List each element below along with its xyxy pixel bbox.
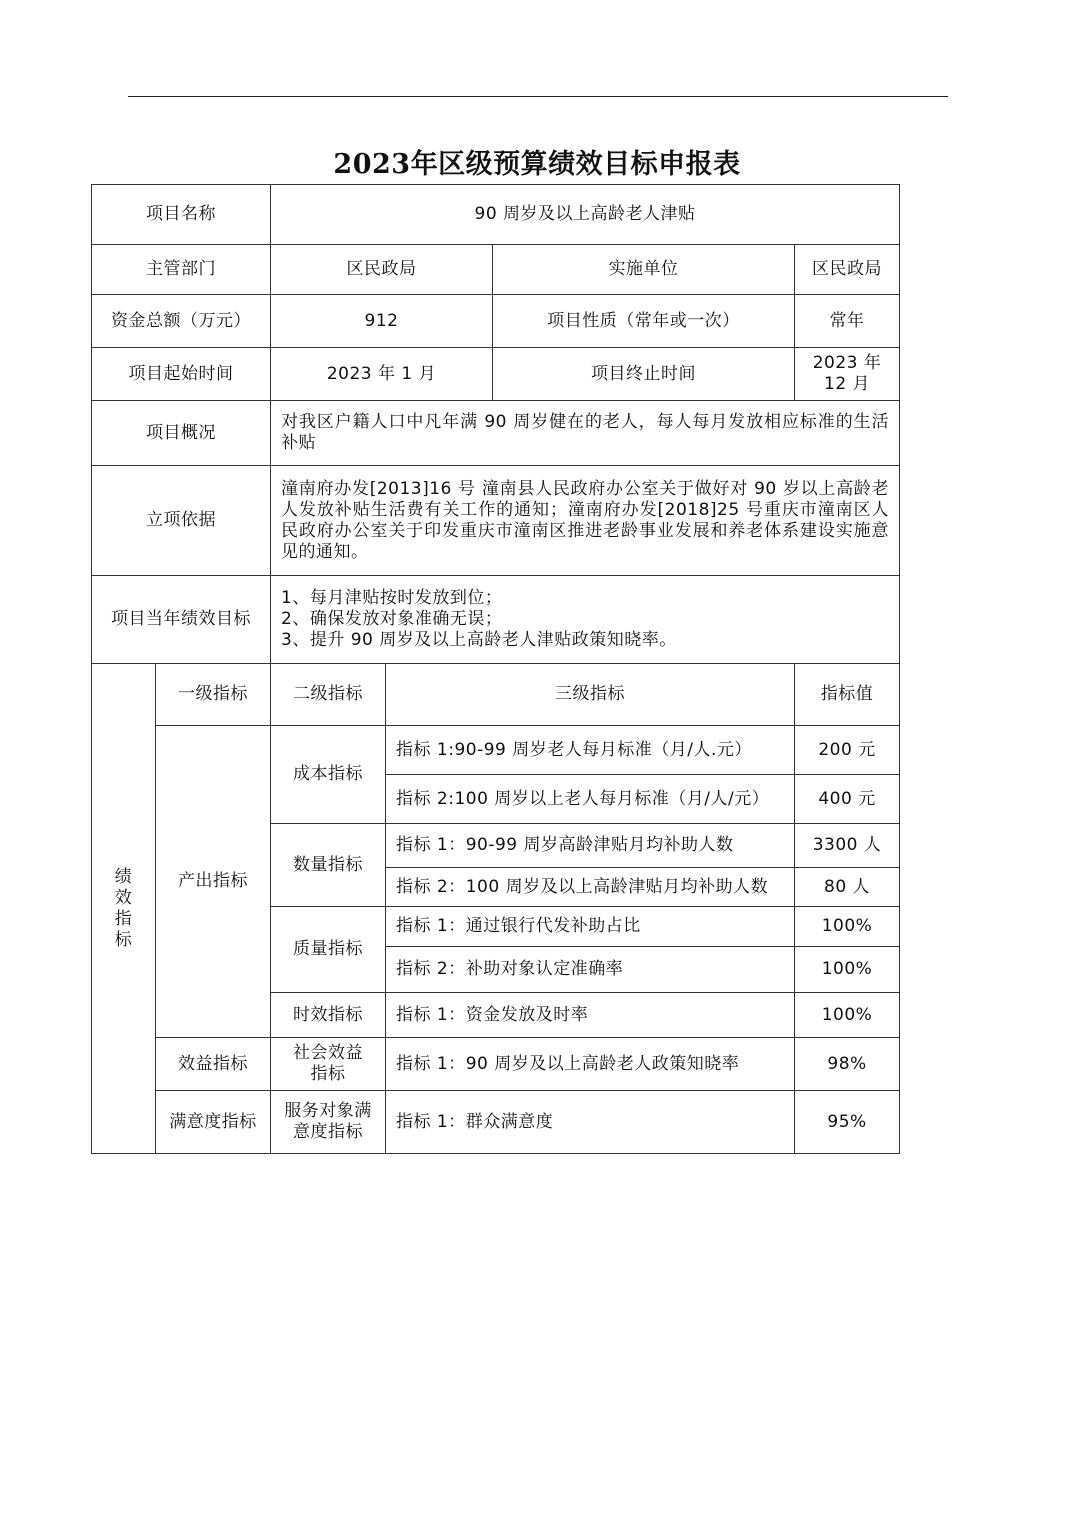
nature-value: 常年 [795, 295, 900, 348]
quality-label: 质量指标 [271, 907, 386, 993]
start-value: 2023 年 1 月 [271, 348, 493, 401]
table-row [92, 185, 900, 245]
goal-label: 项目当年绩效目标 [92, 576, 271, 664]
header-rule [128, 96, 948, 97]
table-row [92, 726, 900, 775]
satisfaction-label: 满意度指标 [156, 1091, 271, 1154]
perf-section-label: 绩效指标 [92, 664, 156, 1154]
start-label: 项目起始时间 [92, 348, 271, 401]
project-name-label: 项目名称 [92, 185, 271, 245]
indicator-name: 指标 1：群众满意度 [386, 1091, 795, 1154]
end-label: 项目终止时间 [493, 348, 795, 401]
timeliness-label: 时效指标 [271, 993, 386, 1038]
table-row [92, 1091, 900, 1154]
indicator-value: 100% [795, 947, 900, 993]
header-value: 指标值 [795, 664, 900, 726]
overview-text: 对我区户籍人口中凡年满 90 周岁健在的老人，每人每月发放相应标准的生活补贴 [271, 401, 900, 466]
indicator-value: 100% [795, 993, 900, 1038]
service-label: 服务对象满意度指标 [271, 1091, 386, 1154]
basis-text: 潼南府办发[2013]16 号 潼南县人民政府办公室关于做好对 90 岁以上高龄老人发放补贴生活费有关工作的通知；潼南府办发[2018]25 号重庆市潼南区人民政府办公室关于印发重庆市潼南区推进老龄事业发展和养老体系建设实施意见的通知。 [271, 466, 900, 576]
indicator-name: 指标 1:90-99 周岁老人每月标准（月/人.元） [386, 726, 795, 775]
table-row [92, 664, 900, 726]
indicator-name: 指标 1：资金发放及时率 [386, 993, 795, 1038]
indicator-value: 80 人 [795, 868, 900, 907]
indicator-value: 98% [795, 1038, 900, 1091]
indicator-name: 指标 2:100 周岁以上老人每月标准（月/人/元） [386, 775, 795, 824]
basis-label: 立项依据 [92, 466, 271, 576]
goal-item: 2、确保发放对象准确无误； [281, 609, 503, 629]
overview-label: 项目概况 [92, 401, 271, 466]
header-level3: 三级指标 [386, 664, 795, 726]
indicator-value: 95% [795, 1091, 900, 1154]
funds-label: 资金总额（万元） [92, 295, 271, 348]
table-row [92, 401, 900, 466]
declaration-table [91, 184, 900, 1154]
nature-label: 项目性质（常年或一次） [493, 295, 795, 348]
dept-label: 主管部门 [92, 245, 271, 295]
output-label: 产出指标 [156, 726, 271, 1038]
indicator-name: 指标 1：90 周岁及以上高龄老人政策知晓率 [386, 1038, 795, 1091]
goal-item: 3、提升 90 周岁及以上高龄老人津贴政策知晓率。 [281, 630, 677, 650]
indicator-value: 3300 人 [795, 824, 900, 868]
table-row [92, 576, 900, 664]
cost-label: 成本指标 [271, 726, 386, 824]
indicator-name: 指标 1：90-99 周岁高龄津贴月均补助人数 [386, 824, 795, 868]
goal-item: 1、每月津贴按时发放到位； [281, 588, 503, 608]
page-title: 2023年区级预算绩效目标申报表 [333, 149, 741, 180]
indicator-name: 指标 1：通过银行代发补助占比 [386, 907, 795, 947]
indicator-name: 指标 2：补助对象认定准确率 [386, 947, 795, 993]
indicator-value: 200 元 [795, 726, 900, 775]
table-row [92, 245, 900, 295]
quantity-label: 数量指标 [271, 824, 386, 907]
table-row [92, 466, 900, 576]
end-value: 2023 年 12 月 [795, 348, 900, 401]
project-name-value: 90 周岁及以上高龄老人津贴 [271, 185, 900, 245]
table-row [92, 348, 900, 401]
header-level1: 一级指标 [156, 664, 271, 726]
unit-value: 区民政局 [795, 245, 900, 295]
table-row [92, 295, 900, 348]
benefit-label: 效益指标 [156, 1038, 271, 1091]
unit-label: 实施单位 [493, 245, 795, 295]
social-label: 社会效益指标 [271, 1038, 386, 1091]
dept-value: 区民政局 [271, 245, 493, 295]
table-row [92, 1038, 900, 1091]
indicator-value: 400 元 [795, 775, 900, 824]
funds-value: 912 [271, 295, 493, 348]
goal-list [271, 576, 900, 664]
indicator-name: 指标 2：100 周岁及以上高龄津贴月均补助人数 [386, 868, 795, 907]
indicator-value: 100% [795, 907, 900, 947]
header-level2: 二级指标 [271, 664, 386, 726]
